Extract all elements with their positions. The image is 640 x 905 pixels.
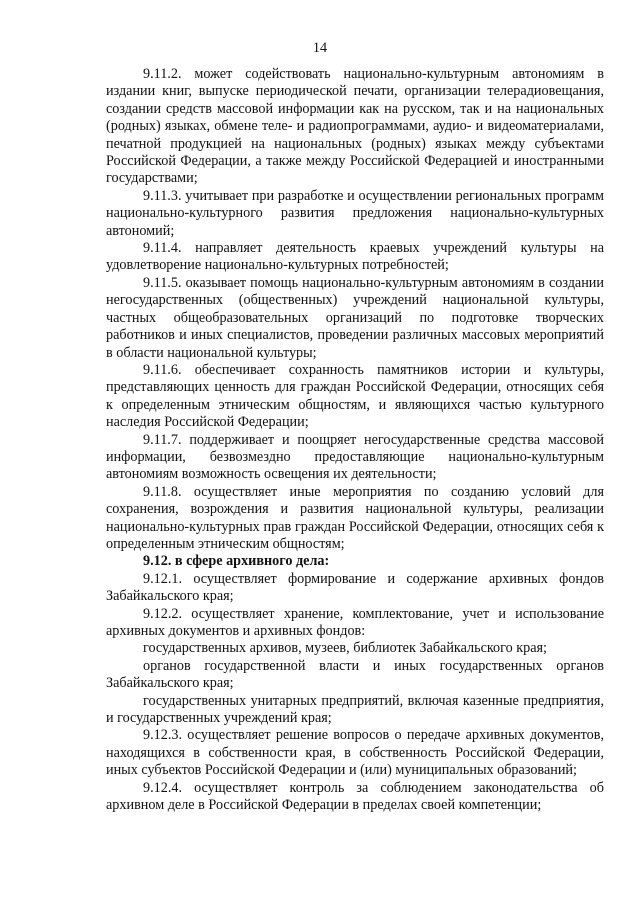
section-heading-9-12: 9.12. в сфере архивного дела:: [143, 553, 330, 570]
paragraph-9-12-2: 9.12.2. осуществляет хранение, комплектование, учет и использование архивных документов и архивных фондов:: [106, 605, 604, 639]
paragraph-9-11-2: 9.11.2. может содействовать национально-культурным автономиям в издании книг, выпуске периодической печати, организации телерадиовещания, создании средств массовой информации как на русском, так и на национальных (родных) языках, обмене теле- и радиопрограммами, аудио- и видеоматериалами, печатной продукцией на национальных (родных) языках между субъектами Российской Федерации, а также между Российской Федерацией и иностранными государствами;: [106, 66, 604, 187]
paragraph-9-11-4: 9.11.4. направляет деятельность краевых учреждений культуры на удовлетворение национально-культурных потребностей;: [106, 240, 604, 274]
paragraph-9-12-1: 9.12.1. осуществляет формирование и содержание архивных фондов Забайкальского края;: [106, 570, 604, 605]
list-item-state-enterprises: государственных унитарных предприятий, включая казенные предприятия, и государственных учреждений края;: [106, 692, 604, 727]
paragraph-9-11-7: 9.11.7. поддерживает и поощряет негосударственные средства массовой информации, безвозмездно предоставляющие национально-культурным автономиям возможность освещения их деятельности;: [106, 431, 604, 483]
paragraph-9-11-8: 9.11.8. осуществляет иные мероприятия по созданию условий для сохранения, возрождения и развития национальной культуры, реализации национально-культурных прав граждан Российской Федерации, относящих себя к определенным этническим общностям;: [106, 483, 604, 552]
list-item-state-authorities: органов государственной власти и иных государственных органов Забайкальского края;: [106, 657, 604, 692]
paragraph-9-11-3: 9.11.3. учитывает при разработке и осуществлении региональных программ национально-культурного развития предложения национально-культурных автономий;: [106, 187, 604, 239]
page-number: 14: [312, 40, 328, 56]
paragraph-9-12-4: 9.12.4. осуществляет контроль за соблюдением законодательства об архивном деле в Российской Федерации в пределах своей компетенции;: [106, 779, 604, 814]
document-body: [106, 66, 604, 814]
paragraph-9-11-6: 9.11.6. обеспечивает сохранность памятников истории и культуры, представляющих ценность для граждан Российской Федерации, относящих себя к определенным этническим общностям, и являющихся частью культурного наследия Российской Федерации;: [106, 361, 604, 431]
list-item-state-archives: государственных архивов, музеев, библиотек Забайкальского края;: [143, 640, 548, 657]
paragraph-9-11-5: 9.11.5. оказывает помощь национально-культурным автономиям в создании негосударственных (общественных) учреждений национальной культуры, частных общеобразовательных организаций по подготовке творческих работников и иных специалистов, проведении различных массовых мероприятий в области национальной культуры;: [106, 274, 604, 361]
paragraph-9-12-3: 9.12.3. осуществляет решение вопросов о передаче архивных документов, находящихся в собственности края, в собственность Российской Федерации, иных субъектов Российской Федерации и (или) муниципальных образований;: [106, 727, 604, 779]
